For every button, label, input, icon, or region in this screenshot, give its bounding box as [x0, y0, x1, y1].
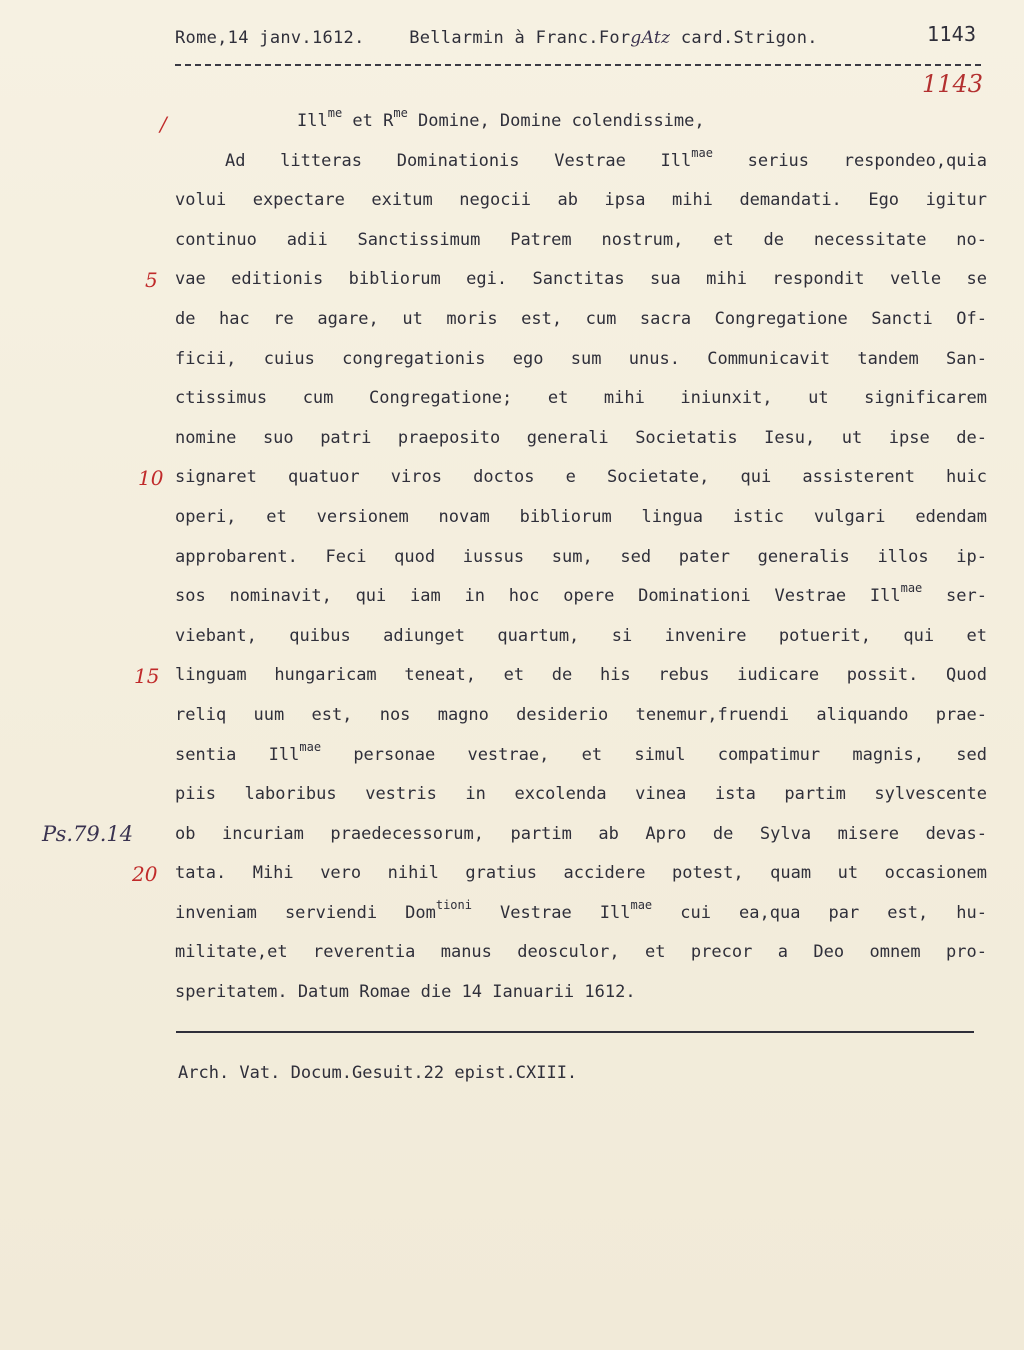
- archive-source: Arch. Vat. Docum.Gesuit.22 epist.CXIII.: [178, 1063, 578, 1083]
- letter-line: nomine suo patri praeposito generali Societatis Iesu, ut ipse de-: [175, 427, 987, 448]
- margin-reference: Ps.79.14: [42, 822, 134, 846]
- header-sender: [409, 28, 818, 48]
- letter-line: piis laboribus vestris in excolenda vinea ista partim sylvescente: [175, 784, 987, 805]
- header-dashed-rule: [175, 64, 981, 66]
- letter-line: tata. Mihi vero nihil gratius accidere potest, quam ut occasionem: [175, 863, 987, 884]
- header-date: Rome,14 janv.1612.: [175, 28, 365, 48]
- letter-line: ob incuriam praedecessorum, partim ab Apro de Sylva misere devas-: [175, 823, 987, 844]
- letter-line: vae editionis bibliorum egi. Sanctitas sua mihi respondit velle se: [175, 269, 987, 290]
- letter-line: de hac re agare, ut moris est, cum sacra Congregatione Sancti Of-: [175, 308, 987, 329]
- letter-line: ficii, cuius congregationis ego sum unus. Communicavit tandem San-: [175, 348, 987, 369]
- sender-typed: Bellarmin à Franc.For: [409, 28, 631, 48]
- handwritten-page-number: 1143: [922, 70, 984, 98]
- letter-line: approbarent. Feci quod iussus sum, sed pater generalis illos ip-: [175, 546, 987, 567]
- letter-line: continuo adii Sanctissimum Patrem nostrum, et de necessitate no-: [175, 229, 987, 250]
- letter-line: reliq uum est, nos magno desiderio tenemur,fruendi aliquando prae-: [175, 704, 987, 725]
- header-recipient: card.Strigon.: [680, 28, 818, 48]
- letter-line: ctissimus cum Congregatione; et mihi iniunxit, ut significarem: [175, 388, 987, 409]
- letter-line: operi, et versionem novam bibliorum lingua istic vulgari edendam: [175, 506, 987, 527]
- letter-body: [175, 102, 987, 1013]
- margin-line-5: 5: [145, 268, 158, 292]
- letter-line: sentia Ill$^{mae}$ personae vestrae, et simul compatimur magnis, sed: [175, 739, 987, 765]
- margin-line-10: 10: [138, 466, 164, 490]
- header: [175, 22, 985, 48]
- salutation: Ill$^{me}$ et $R^{me}$ Domine, Domine colendissime,: [297, 106, 705, 131]
- sender-handwritten: gAtz: [630, 28, 671, 48]
- margin-line-15: 15: [134, 664, 160, 688]
- letter-closing-line: speritatem. Datum Romae die 14 Ianuarii 1612.: [175, 982, 636, 1003]
- letter-line: viebant, quibus adiunget quartum, si invenire potuerit, qui et: [175, 625, 987, 646]
- margin-line-20: 20: [132, 862, 158, 886]
- letter-line: inveniam serviendi Dom$^{tioni}$ Vestrae Ill$^{mae}$ cui ea,qua par est, hu-: [175, 897, 988, 923]
- footer-rule: [176, 1031, 974, 1033]
- margin-line-1: /: [160, 112, 167, 136]
- header-page-number: 1143: [927, 22, 977, 46]
- letter-line: volui expectare exitum negocii ab ipsa mihi demandati. Ego igitur: [175, 190, 987, 211]
- letter-line: Ad litteras Dominationis Vestrae Ill$^{mae}$ serius respondeo,quia: [225, 145, 987, 171]
- letter-line: militate,et reverentia manus deosculor, et precor a Deo omnem pro-: [175, 942, 987, 963]
- letter-line: sos nominavit, qui iam in hoc opere Dominationi Vestrae Ill$^{mae}$ ser-: [175, 581, 987, 607]
- letter-line: linguam hungaricam teneat, et de his rebus iudicare possit. Quod: [175, 665, 987, 686]
- letter-line: signaret quatuor viros doctos e Societate, qui assisterent huic: [175, 467, 987, 488]
